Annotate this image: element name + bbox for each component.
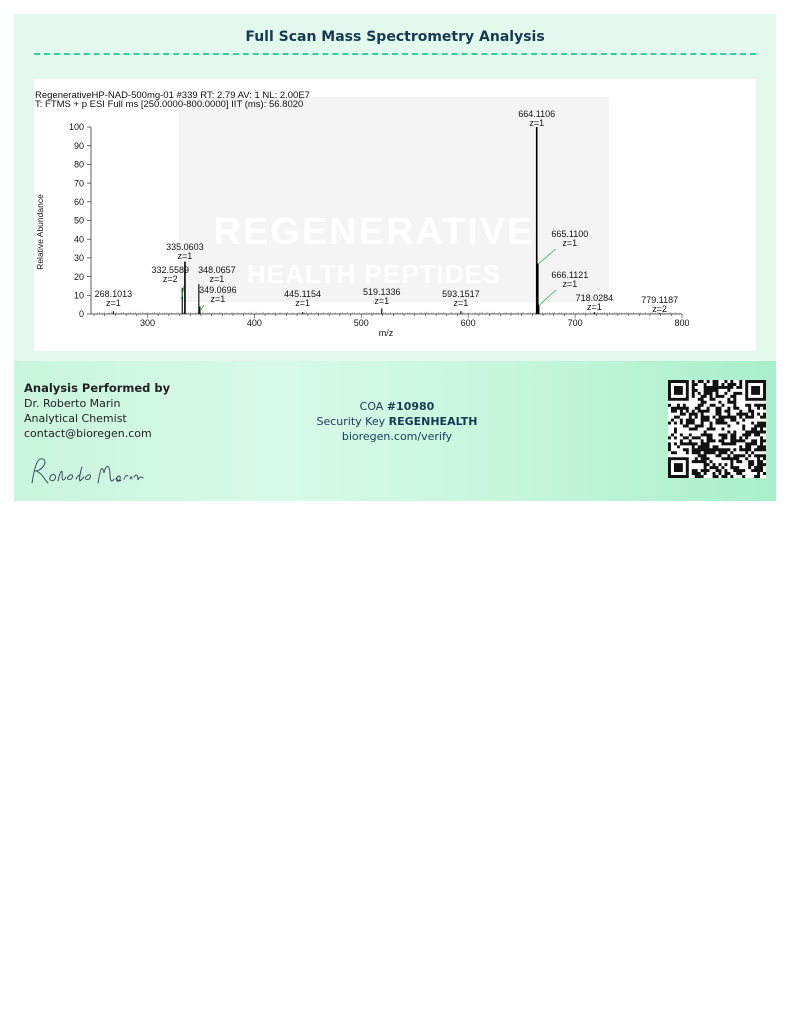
peak-label: 519.1336 bbox=[362, 287, 401, 297]
coa-block bbox=[282, 399, 512, 444]
peak-label: 335.0603 bbox=[166, 242, 204, 252]
y-tick-label: 40 bbox=[73, 234, 84, 245]
x-axis-label: m/z bbox=[378, 328, 394, 338]
security-key-label: Security Key bbox=[316, 415, 389, 428]
chart-header-line2: T: FTMS + p ESI Full ms [250.0000-800.0000] IIT (ms): 56.8020 bbox=[35, 99, 304, 110]
y-tick-label: 60 bbox=[73, 197, 84, 207]
peak-charge-label: z=1 bbox=[562, 279, 578, 289]
analyst-email[interactable]: contact@bioregen.com bbox=[24, 427, 152, 440]
watermark bbox=[179, 97, 609, 302]
peak-charge-label: z=1 bbox=[177, 251, 193, 261]
security-key: REGENHEALTH bbox=[388, 415, 478, 428]
dashed-divider bbox=[34, 53, 756, 55]
analyst-heading: Analysis Performed by bbox=[24, 381, 171, 395]
y-tick-label: 10 bbox=[73, 290, 84, 301]
x-tick-label: 600 bbox=[460, 318, 476, 328]
y-tick-label: 50 bbox=[73, 215, 84, 226]
peak-charge-label: z=1 bbox=[105, 298, 121, 308]
analyst-name: Dr. Roberto Marin bbox=[24, 397, 121, 410]
spectrum-panel bbox=[34, 79, 756, 351]
peak-label: 593.1517 bbox=[442, 289, 480, 299]
coa-number: #10980 bbox=[386, 400, 435, 413]
peak-label: 665.1100 bbox=[551, 229, 589, 239]
peak-charge-label: z=1 bbox=[295, 298, 310, 308]
peak-label: 348.0657 bbox=[198, 265, 236, 275]
peak-charge-label: z=1 bbox=[374, 296, 390, 306]
y-axis-label: Relative Abundance bbox=[35, 194, 45, 270]
peak-callout-line bbox=[201, 305, 204, 310]
peak-label: 779.1187 bbox=[641, 295, 679, 305]
watermark-line1: REGENERATIVE bbox=[213, 211, 535, 253]
peak-charge-label: z=1 bbox=[586, 302, 602, 312]
peak-label: 268.1013 bbox=[94, 289, 133, 299]
peak-label: 445.1154 bbox=[284, 289, 322, 299]
y-tick-label: 30 bbox=[73, 253, 84, 264]
x-tick-label: 400 bbox=[246, 318, 262, 328]
report-card bbox=[14, 14, 776, 501]
peak-charge-label: z=1 bbox=[562, 238, 578, 248]
peak-label: 349.0696 bbox=[199, 285, 237, 295]
peak-charge-label: z=1 bbox=[209, 274, 225, 284]
peak-label: 332.5589 bbox=[151, 265, 190, 275]
mass-spectrum-chart bbox=[34, 79, 756, 351]
peak-label: 666.1121 bbox=[551, 270, 589, 280]
chart-header-line1: RegenerativeHP-NAD-500mg-01 #339 RT: 2.79 AV: 1 NL: 2.00E7 bbox=[35, 90, 310, 101]
coa-prefix: COA bbox=[359, 400, 387, 413]
peak-charge-label: z=1 bbox=[210, 294, 226, 304]
peak-charge-label: z=1 bbox=[529, 118, 545, 128]
page-title: Full Scan Mass Spectrometry Analysis bbox=[245, 29, 545, 45]
y-tick-label: 70 bbox=[73, 178, 84, 189]
peak-charge-label: z=1 bbox=[453, 298, 469, 308]
x-tick-label: 700 bbox=[567, 318, 583, 328]
peak-label: 664.1106 bbox=[518, 109, 556, 119]
y-tick-label: 20 bbox=[73, 271, 84, 282]
verify-link[interactable]: bioregen.com/verify bbox=[341, 430, 453, 443]
peak-charge-label: z=2 bbox=[652, 304, 668, 314]
y-tick-label: 90 bbox=[73, 140, 84, 151]
peak-charge-label: z=2 bbox=[162, 274, 178, 284]
y-tick-label: 80 bbox=[73, 159, 84, 170]
watermark-line2: HEALTH PEPTIDES bbox=[246, 259, 502, 289]
y-tick-label: 100 bbox=[68, 122, 84, 133]
analyst-role: Analytical Chemist bbox=[24, 412, 127, 425]
y-tick-label: 0 bbox=[78, 309, 84, 320]
footer bbox=[14, 361, 776, 501]
x-tick-label: 800 bbox=[674, 318, 690, 328]
coa-number-line bbox=[282, 399, 512, 414]
analyst-block bbox=[24, 381, 170, 441]
security-key-line bbox=[282, 414, 512, 429]
x-tick-label: 500 bbox=[353, 318, 369, 328]
signature bbox=[28, 453, 148, 493]
x-tick-label: 300 bbox=[139, 318, 155, 328]
peak-label: 718.0284 bbox=[575, 293, 614, 303]
qr-code-icon[interactable] bbox=[668, 380, 766, 478]
